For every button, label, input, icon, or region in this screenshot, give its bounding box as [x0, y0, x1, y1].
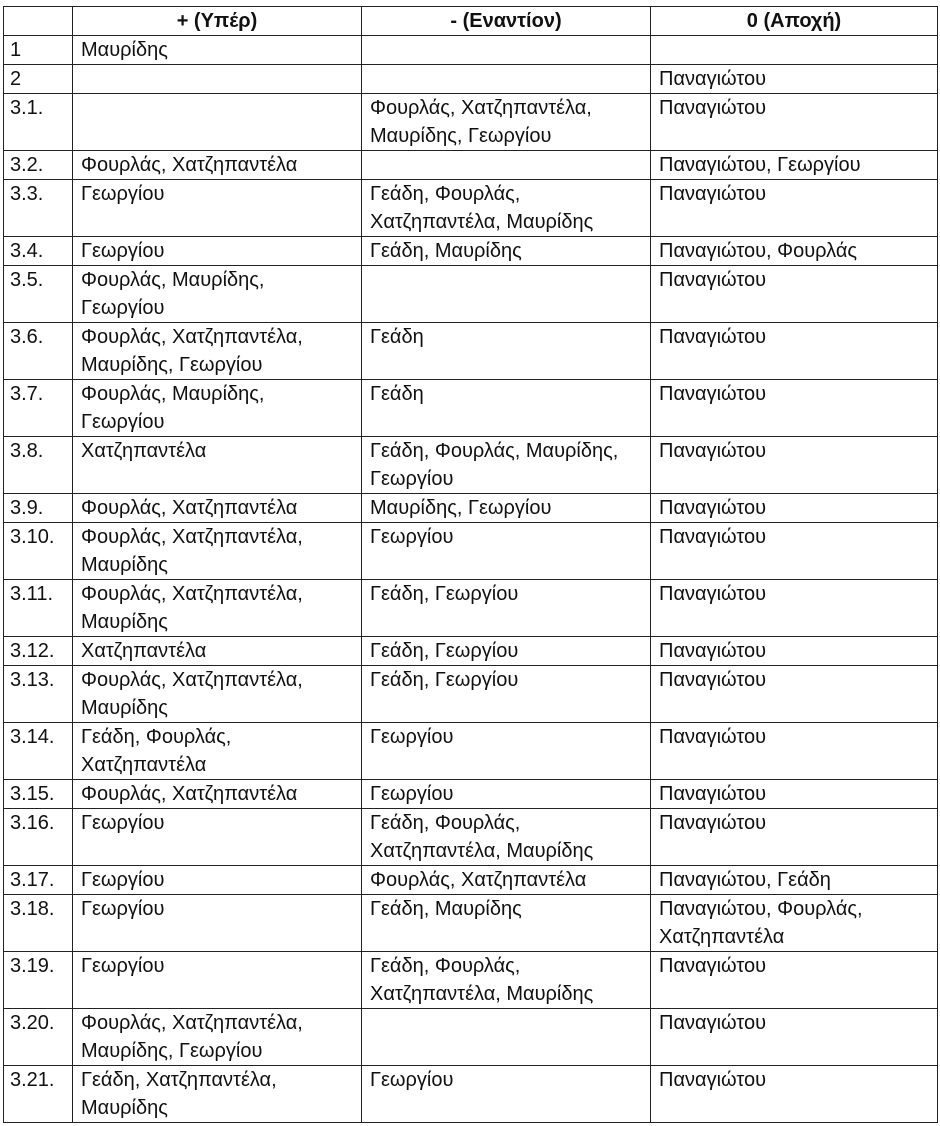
table-row	[4, 723, 938, 780]
table-row	[4, 666, 938, 723]
cell-for: Φουρλάς, Χατζηπαντέλα, Μαυρίδης, Γεωργίου	[73, 1009, 362, 1066]
cell-against: Γεάδη, Φουρλάς, Μαυρίδης, Γεωργίου	[362, 437, 651, 494]
table-row	[4, 237, 938, 266]
cell-abstain: Παναγιώτου	[651, 1009, 938, 1066]
table-row	[4, 580, 938, 637]
cell-for: Φουρλάς, Χατζηπαντέλα, Μαυρίδης	[73, 580, 362, 637]
cell-against	[362, 266, 651, 323]
cell-against: Γεωργίου	[362, 723, 651, 780]
cell-item: 3.15.	[4, 780, 73, 809]
cell-against: Γεάδη	[362, 323, 651, 380]
cell-item: 3.19.	[4, 952, 73, 1009]
table-row	[4, 151, 938, 180]
cell-abstain: Παναγιώτου, Φουρλάς	[651, 237, 938, 266]
cell-for: Γεωργίου	[73, 866, 362, 895]
cell-abstain: Παναγιώτου	[651, 809, 938, 866]
table-row	[4, 380, 938, 437]
cell-against	[362, 65, 651, 94]
cell-item: 3.6.	[4, 323, 73, 380]
cell-abstain: Παναγιώτου	[651, 323, 938, 380]
cell-item: 3.10.	[4, 523, 73, 580]
cell-abstain: Παναγιώτου	[651, 266, 938, 323]
cell-for: Φουρλάς, Μαυρίδης, Γεωργίου	[73, 380, 362, 437]
header-for: + (Υπέρ)	[73, 7, 362, 36]
cell-against	[362, 1009, 651, 1066]
cell-for	[73, 94, 362, 151]
cell-item: 3.5.	[4, 266, 73, 323]
table-row	[4, 494, 938, 523]
cell-item: 3.21.	[4, 1066, 73, 1123]
table-row	[4, 780, 938, 809]
cell-for: Φουρλάς, Χατζηπαντέλα, Μαυρίδης	[73, 666, 362, 723]
cell-abstain: Παναγιώτου	[651, 523, 938, 580]
cell-against	[362, 151, 651, 180]
cell-against: Γεάδη, Μαυρίδης	[362, 237, 651, 266]
table-row	[4, 952, 938, 1009]
cell-for: Φουρλάς, Χατζηπαντέλα, Μαυρίδης, Γεωργίου	[73, 323, 362, 380]
header-item	[4, 7, 73, 36]
table-row	[4, 866, 938, 895]
cell-abstain: Παναγιώτου, Γεάδη	[651, 866, 938, 895]
table-header	[4, 7, 938, 36]
cell-item: 3.17.	[4, 866, 73, 895]
cell-abstain: Παναγιώτου	[651, 380, 938, 437]
cell-for: Γεωργίου	[73, 809, 362, 866]
cell-for: Γεάδη, Χατζηπαντέλα, Μαυρίδης	[73, 1066, 362, 1123]
cell-against: Γεάδη, Μαυρίδης	[362, 895, 651, 952]
cell-abstain: Παναγιώτου	[651, 65, 938, 94]
table-row	[4, 94, 938, 151]
cell-against: Γεάδη, Φουρλάς, Χατζηπαντέλα, Μαυρίδης	[362, 952, 651, 1009]
header-abstain: 0 (Αποχή)	[651, 7, 938, 36]
cell-item: 3.1.	[4, 94, 73, 151]
table-row	[4, 323, 938, 380]
cell-item: 3.14.	[4, 723, 73, 780]
table-row	[4, 180, 938, 237]
table-row	[4, 1066, 938, 1123]
cell-against: Γεωργίου	[362, 780, 651, 809]
cell-item: 3.3.	[4, 180, 73, 237]
cell-for: Φουρλάς, Χατζηπαντέλα	[73, 780, 362, 809]
cell-abstain: Παναγιώτου	[651, 94, 938, 151]
cell-abstain	[651, 36, 938, 65]
cell-abstain: Παναγιώτου, Φουρλάς, Χατζηπαντέλα	[651, 895, 938, 952]
cell-item: 3.16.	[4, 809, 73, 866]
cell-abstain: Παναγιώτου	[651, 666, 938, 723]
cell-item: 3.13.	[4, 666, 73, 723]
cell-abstain: Παναγιώτου	[651, 494, 938, 523]
table-row	[4, 1009, 938, 1066]
table-row	[4, 523, 938, 580]
cell-item: 3.11.	[4, 580, 73, 637]
cell-item: 3.20.	[4, 1009, 73, 1066]
cell-abstain: Παναγιώτου	[651, 437, 938, 494]
cell-against: Γεάδη, Φουρλάς, Χατζηπαντέλα, Μαυρίδης	[362, 180, 651, 237]
cell-against: Μαυρίδης, Γεωργίου	[362, 494, 651, 523]
cell-abstain: Παναγιώτου	[651, 637, 938, 666]
cell-against: Γεάδη, Φουρλάς, Χατζηπαντέλα, Μαυρίδης	[362, 809, 651, 866]
cell-for	[73, 65, 362, 94]
cell-abstain: Παναγιώτου	[651, 723, 938, 780]
cell-for: Φουρλάς, Μαυρίδης, Γεωργίου	[73, 266, 362, 323]
header-row	[4, 7, 938, 36]
cell-item: 3.18.	[4, 895, 73, 952]
cell-against: Φουρλάς, Χατζηπαντέλα	[362, 866, 651, 895]
cell-item: 3.8.	[4, 437, 73, 494]
table-row	[4, 809, 938, 866]
cell-abstain: Παναγιώτου, Γεωργίου	[651, 151, 938, 180]
table-row	[4, 65, 938, 94]
cell-against: Γεάδη, Γεωργίου	[362, 580, 651, 637]
cell-against	[362, 36, 651, 65]
cell-for: Γεωργίου	[73, 180, 362, 237]
cell-item: 3.12.	[4, 637, 73, 666]
cell-against: Γεάδη, Γεωργίου	[362, 666, 651, 723]
cell-item: 3.7.	[4, 380, 73, 437]
cell-for: Φουρλάς, Χατζηπαντέλα	[73, 494, 362, 523]
cell-against: Γεωργίου	[362, 523, 651, 580]
cell-item: 3.2.	[4, 151, 73, 180]
table-row	[4, 637, 938, 666]
cell-for: Χατζηπαντέλα	[73, 437, 362, 494]
cell-against: Γεωργίου	[362, 1066, 651, 1123]
cell-item: 1	[4, 36, 73, 65]
table-body	[4, 36, 938, 1123]
cell-for: Μαυρίδης	[73, 36, 362, 65]
cell-item: 3.4.	[4, 237, 73, 266]
table-row	[4, 895, 938, 952]
cell-against: Φουρλάς, Χατζηπαντέλα, Μαυρίδης, Γεωργίου	[362, 94, 651, 151]
cell-against: Γεάδη	[362, 380, 651, 437]
cell-for: Γεωργίου	[73, 952, 362, 1009]
cell-abstain: Παναγιώτου	[651, 780, 938, 809]
cell-for: Φουρλάς, Χατζηπαντέλα, Μαυρίδης	[73, 523, 362, 580]
header-against: - (Εναντίον)	[362, 7, 651, 36]
cell-for: Γεωργίου	[73, 895, 362, 952]
cell-for: Χατζηπαντέλα	[73, 637, 362, 666]
cell-item: 2	[4, 65, 73, 94]
cell-against: Γεάδη, Γεωργίου	[362, 637, 651, 666]
cell-for: Γεωργίου	[73, 237, 362, 266]
table-row	[4, 266, 938, 323]
cell-abstain: Παναγιώτου	[651, 580, 938, 637]
cell-for: Φουρλάς, Χατζηπαντέλα	[73, 151, 362, 180]
cell-abstain: Παναγιώτου	[651, 1066, 938, 1123]
cell-for: Γεάδη, Φουρλάς, Χατζηπαντέλα	[73, 723, 362, 780]
cell-item: 3.9.	[4, 494, 73, 523]
votes-table	[3, 6, 938, 1123]
table-row	[4, 437, 938, 494]
cell-abstain: Παναγιώτου	[651, 180, 938, 237]
cell-abstain: Παναγιώτου	[651, 952, 938, 1009]
table-row	[4, 36, 938, 65]
